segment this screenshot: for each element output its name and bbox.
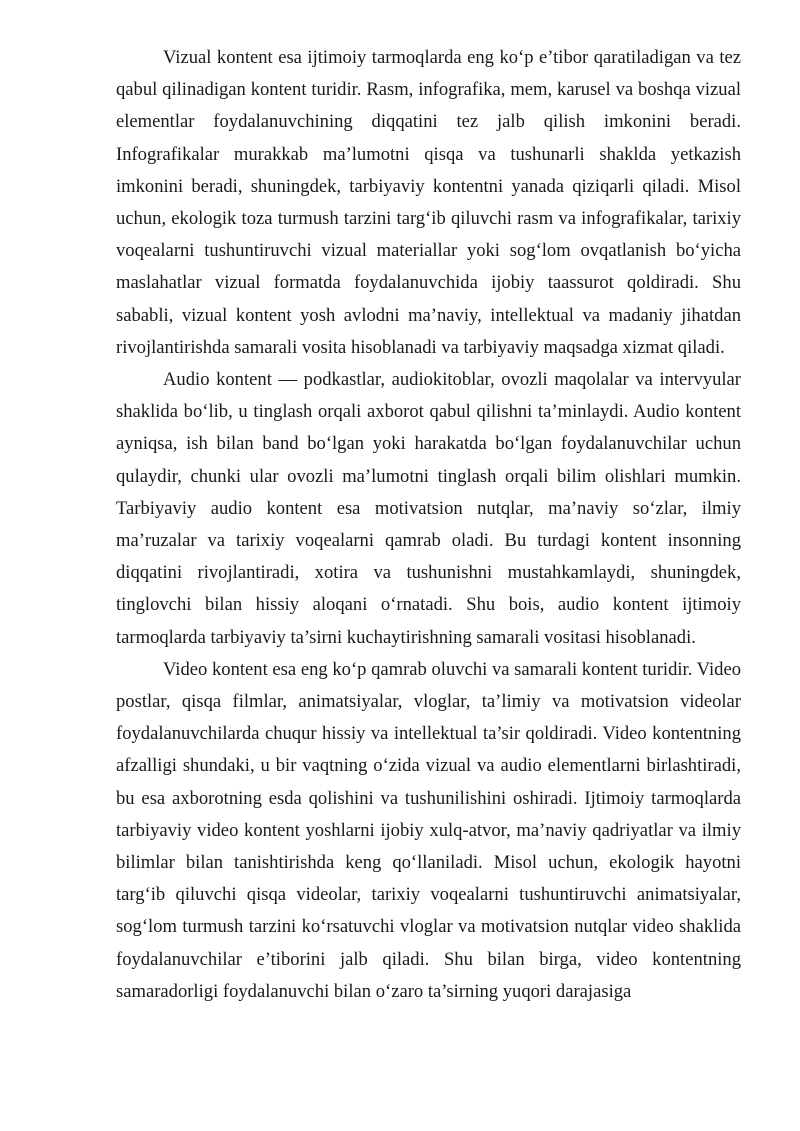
paragraph-visual-content: Vizual kontent esa ijtimoiy tarmoqlarda eng ko‘p e’tibor qaratiladigan va tez qabul qilinadigan kontent turidir. Rasm, infografika, mem, karusel va boshqa vizual elementlar foydalanuvchining diqqatini tez jalb qilish imkonini beradi. Infografikalar murakkab ma’lumotni qisqa va tushunarli shaklda yetkazish imkonini beradi, shuningdek, tarbiyaviy kontentni yanada qiziqarli qiladi. Misol uchun, ekologik toza turmush tarzini targ‘ib qiluvchi rasm va infografikalar, tarixiy voqealarni tushuntiruvchi vizual materiallar yoki sog‘lom ovqatlanish bo‘yicha maslahatlar vizual formatda foydalanuvchida ijobiy taassurot qoldiradi. Shu sababli, vizual kontent yosh avlodni ma’naviy, intellektual va madaniy jihatdan rivojlantirishda samarali vosita hisoblanadi va tarbiyaviy maqsadga xizmat qiladi. bbox=[116, 47, 741, 358]
document-body bbox=[116, 42, 741, 1008]
paragraph-audio-content: Audio kontent — podkastlar, audiokitoblar, ovozli maqolalar va intervyular shaklida bo‘lib, u tinglash orqali axborot qabul qilishni ta’minlaydi. Audio kontent ayniqsa, ish bilan band bo‘lgan yoki harakatda bo‘lgan foydalanuvchilar uchun qulaydir, chunki ular ovozli ma’lumotni tinglash orqali bilim olishlari mumkin. Tarbiyaviy audio kontent esa motivatsion nutqlar, ma’naviy so‘zlar, ilmiy ma’ruzalar va tarixiy voqealarni qamrab oladi. Bu turdagi kontent insonning diqqatini rivojlantiradi, xotira va tushunishni mustahkamlaydi, shuningdek, tinglovchi bilan hissiy aloqani o‘rnatadi. Shu bois, audio kontent ijtimoiy tarmoqlarda tarbiyaviy ta’sirni kuchaytirishning samarali vositasi hisoblanadi. bbox=[116, 369, 741, 648]
paragraph-video-content: Video kontent esa eng ko‘p qamrab oluvchi va samarali kontent turidir. Video postlar, qisqa filmlar, animatsiyalar, vloglar, ta’limiy va motivatsion videolar foydalanuvchilarda chuqur hissiy va intellektual ta’sir qoldiradi. Video kontentning afzalligi shundaki, u bir vaqtning o‘zida vizual va audio elementlarni birlashtiradi, bu esa axborotning esda qolishini va tushunilishini oshiradi. Ijtimoiy tarmoqlarda tarbiyaviy video kontent yoshlarni ijobiy xulq-atvor, ma’naviy qadriyatlar va ilmiy bilimlar bilan tanishtirishda keng qo‘llaniladi. Misol uchun, ekologik hayotni targ‘ib qiluvchi qisqa videolar, tarixiy voqealarni tushuntiruvchi animatsiyalar, sog‘lom turmush tarzini ko‘rsatuvchi vloglar va motivatsion nutqlar video shaklida foydalanuvchilar e’tiborini jalb qiladi. Shu bilan birga, video kontentning samaradorligi foydalanuvchi bilan o‘zaro ta’sirning yuqori darajasiga bbox=[116, 658, 741, 1002]
